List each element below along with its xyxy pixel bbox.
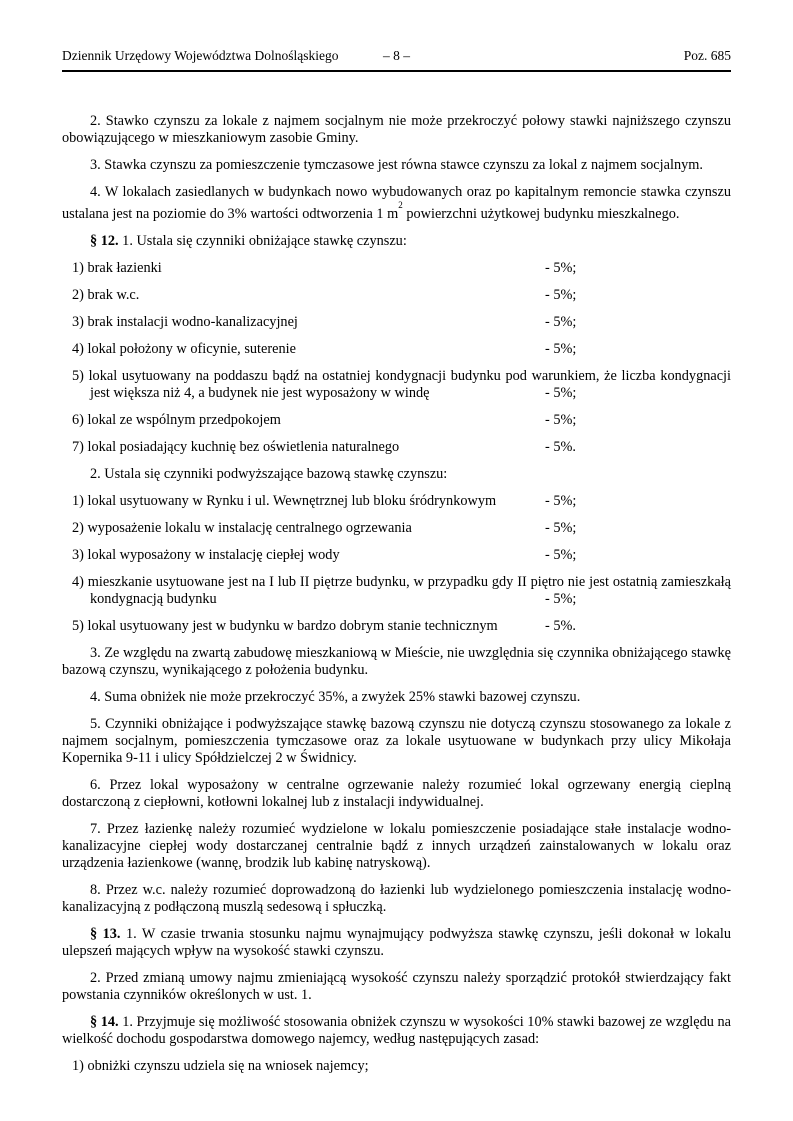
section-12-2-intro: 2. Ustala się czynniki podwyższające bazową stawkę czynszu: [90, 465, 448, 482]
list-item-text: 5) lokal usytuowany na poddaszu bądź na ostatniej kondygnacji budynku pod warunkiem, że liczba kondygnacji jest większa niż 4, a budynek nie jest wyposażony w windę [72, 367, 731, 401]
section-14-text: 1. Przyjmuje się możliwość stosowania obniżek czynszu w wysokości 10% stawki bazowej ze względu na wielkość dochodu gospodarstwa domowego najemcy, według następujących zasad: [62, 1013, 732, 1047]
section-13-text: 1. W czasie trwania stosunku najmu wynajmujący podwyższa stawkę czynszu, jeśli dokonał w lokalu ulepszeń mających wpływ na wysokość stawki czynszu. [62, 925, 731, 959]
paragraph-12-8: 8. Przez w.c. należy rozumieć doprowadzoną do łazienki lub wydzielonego pomieszczenia instalację wodno-kanalizacyjną z podłączoną muszlą sedesową i spłuczką. [62, 881, 731, 915]
paragraph-4-text: 4. W lokalach zasiedlanych w budynkach nowo wybudowanych oraz po kapitalnym remoncie stawka czynszu ustalana jest na poziomie do 3% wartości odtworzenia 1 m [62, 184, 731, 222]
list-item [62, 1058, 731, 1075]
list-item-value: - 5%. [545, 617, 576, 634]
list-item [62, 439, 731, 456]
section-14-label: § 14. [90, 1013, 119, 1030]
superscript-2: 2 [398, 200, 403, 210]
list-item-text: 2) wyposażenie lokalu w instalację centralnego ogrzewania [72, 519, 412, 536]
section-13-heading [62, 926, 731, 960]
list-item-value: - 5%; [545, 259, 577, 276]
list-item-value: - 5%; [545, 519, 577, 536]
list-item-value: - 5%; [545, 590, 577, 607]
paragraph-4-text-cont: powierzchni użytkowej budynku mieszkalnego. [402, 205, 680, 222]
page-header [62, 48, 731, 72]
paragraph-12-3: 3. Ze względu na zwartą zabudowę mieszkaniową w Mieście, nie uwzględnia się czynnika obniżającego stawkę bazową czynszu, wynikającego z położenia budynku. [62, 644, 731, 678]
list-item [62, 314, 731, 331]
list-item-text: 4) mieszkanie usytuowane jest na I lub II piętrze budynku, w przypadku gdy II piętro nie jest ostatnią zamieszkałą kondygnacją budynku [72, 573, 731, 607]
list-item [62, 520, 731, 537]
list-item [62, 412, 731, 429]
header-journal-title: Dziennik Urzędowy Województwa Dolnośląskiego [62, 48, 339, 63]
paragraph-12-6: 6. Przez lokal wyposażony w centralne ogrzewanie należy rozumieć lokal ogrzewany energią cieplną dostarczoną z ciepłowni, kotłowni lokalnej lub z instalacji indywidualnej. [62, 776, 731, 810]
list-item-text: 3) brak instalacji wodno-kanalizacyjnej [72, 313, 298, 330]
paragraph-12-7: 7. Przez łazienkę należy rozumieć wydzielone w lokalu pomieszczenie posiadające stałe instalacje wodno-kanalizacyjne ciepłej wody dostarczanej centralnie bądź z innych urządzeń zainstalowanych w lokalu oraz urządzenia łazienkowe (wannę, brodzik lub kabinę natryskową). [62, 820, 731, 871]
list-item-text: 1) obniżki czynszu udziela się na wniosek najemcy; [72, 1057, 369, 1074]
list-item [62, 574, 731, 608]
paragraph-3: 3. Stawka czynszu za pomieszczenie tymczasowe jest równa stawce czynszu za lokal z najmem socjalnym. [90, 157, 703, 173]
list-item [62, 493, 731, 510]
paragraph-13-2: 2. Przed zmianą umowy najmu zmieniającą wysokość czynszu należy sporządzić protokół stwierdzający fakt powstania czynników określonych w ust. 1. [62, 969, 731, 1003]
list-item-text: 6) lokal ze wspólnym przedpokojem [72, 411, 281, 428]
section-13-label: § 13. [90, 925, 121, 942]
paragraph-12-4: 4. Suma obniżek nie może przekroczyć 35%, a zwyżek 25% stawki bazowej czynszu. [90, 688, 581, 705]
list-item [62, 341, 731, 358]
list-item-text: 1) lokal usytuowany w Rynku i ul. Wewnętrznej lub bloku śródrynkowym [72, 492, 497, 509]
list-item [62, 260, 731, 277]
list-item-text: 4) lokal położony w oficynie, suterenie [72, 340, 296, 357]
list-item-text: 5) lokal usytuowany jest w budynku w bardzo dobrym stanie technicznym [72, 617, 498, 634]
header-position-number: Poz. 685 [683, 48, 731, 63]
header-page-number: – 8 – [383, 48, 410, 63]
list-item-value: - 5%; [545, 313, 577, 330]
list-item-value: - 5%; [545, 384, 577, 401]
section-12-label: § 12. [90, 232, 119, 249]
list-item-value: - 5%. [545, 438, 576, 455]
paragraph-2: 2. Stawko czynszu za lokale z najmem socjalnym nie może przekroczyć połowy stawki najniższego czynszu obowiązującego w mieszkaniowym zasobie Gminy. [62, 113, 731, 146]
list-item-text: 1) brak łazienki [72, 259, 162, 276]
paragraph-4 [62, 184, 731, 223]
section-12-intro: 1. Ustala się czynniki obniżające stawkę czynszu: [118, 232, 407, 249]
list-item-value: - 5%; [545, 340, 577, 357]
list-item [62, 287, 731, 304]
list-item [62, 368, 731, 402]
list-item-text: 3) lokal wyposażony w instalację ciepłej wody [72, 546, 340, 563]
list-item [62, 547, 731, 564]
section-12-heading [62, 233, 731, 250]
paragraph-12-5: 5. Czynniki obniżające i podwyższające stawkę bazową czynszu nie dotyczą czynszu stosowanego za lokale z najmem socjalnym, pomieszczenia tymczasowe oraz za lokale usytuowane w budynkach przy ulicy Mikołaja Kopernika 9-11 i ulicy Spółdzielczej 2 w Świdnicy. [62, 715, 731, 766]
list-item [62, 618, 731, 635]
section-14-heading [62, 1014, 731, 1048]
list-item-value: - 5%; [545, 411, 577, 428]
list-item-text: 7) lokal posiadający kuchnię bez oświetlenia naturalnego [72, 438, 400, 455]
list-item-value: - 5%; [545, 546, 577, 563]
list-item-text: 2) brak w.c. [72, 286, 140, 303]
document-body [62, 73, 731, 1075]
list-item-value: - 5%; [545, 492, 577, 509]
list-item-value: - 5%; [545, 286, 577, 303]
